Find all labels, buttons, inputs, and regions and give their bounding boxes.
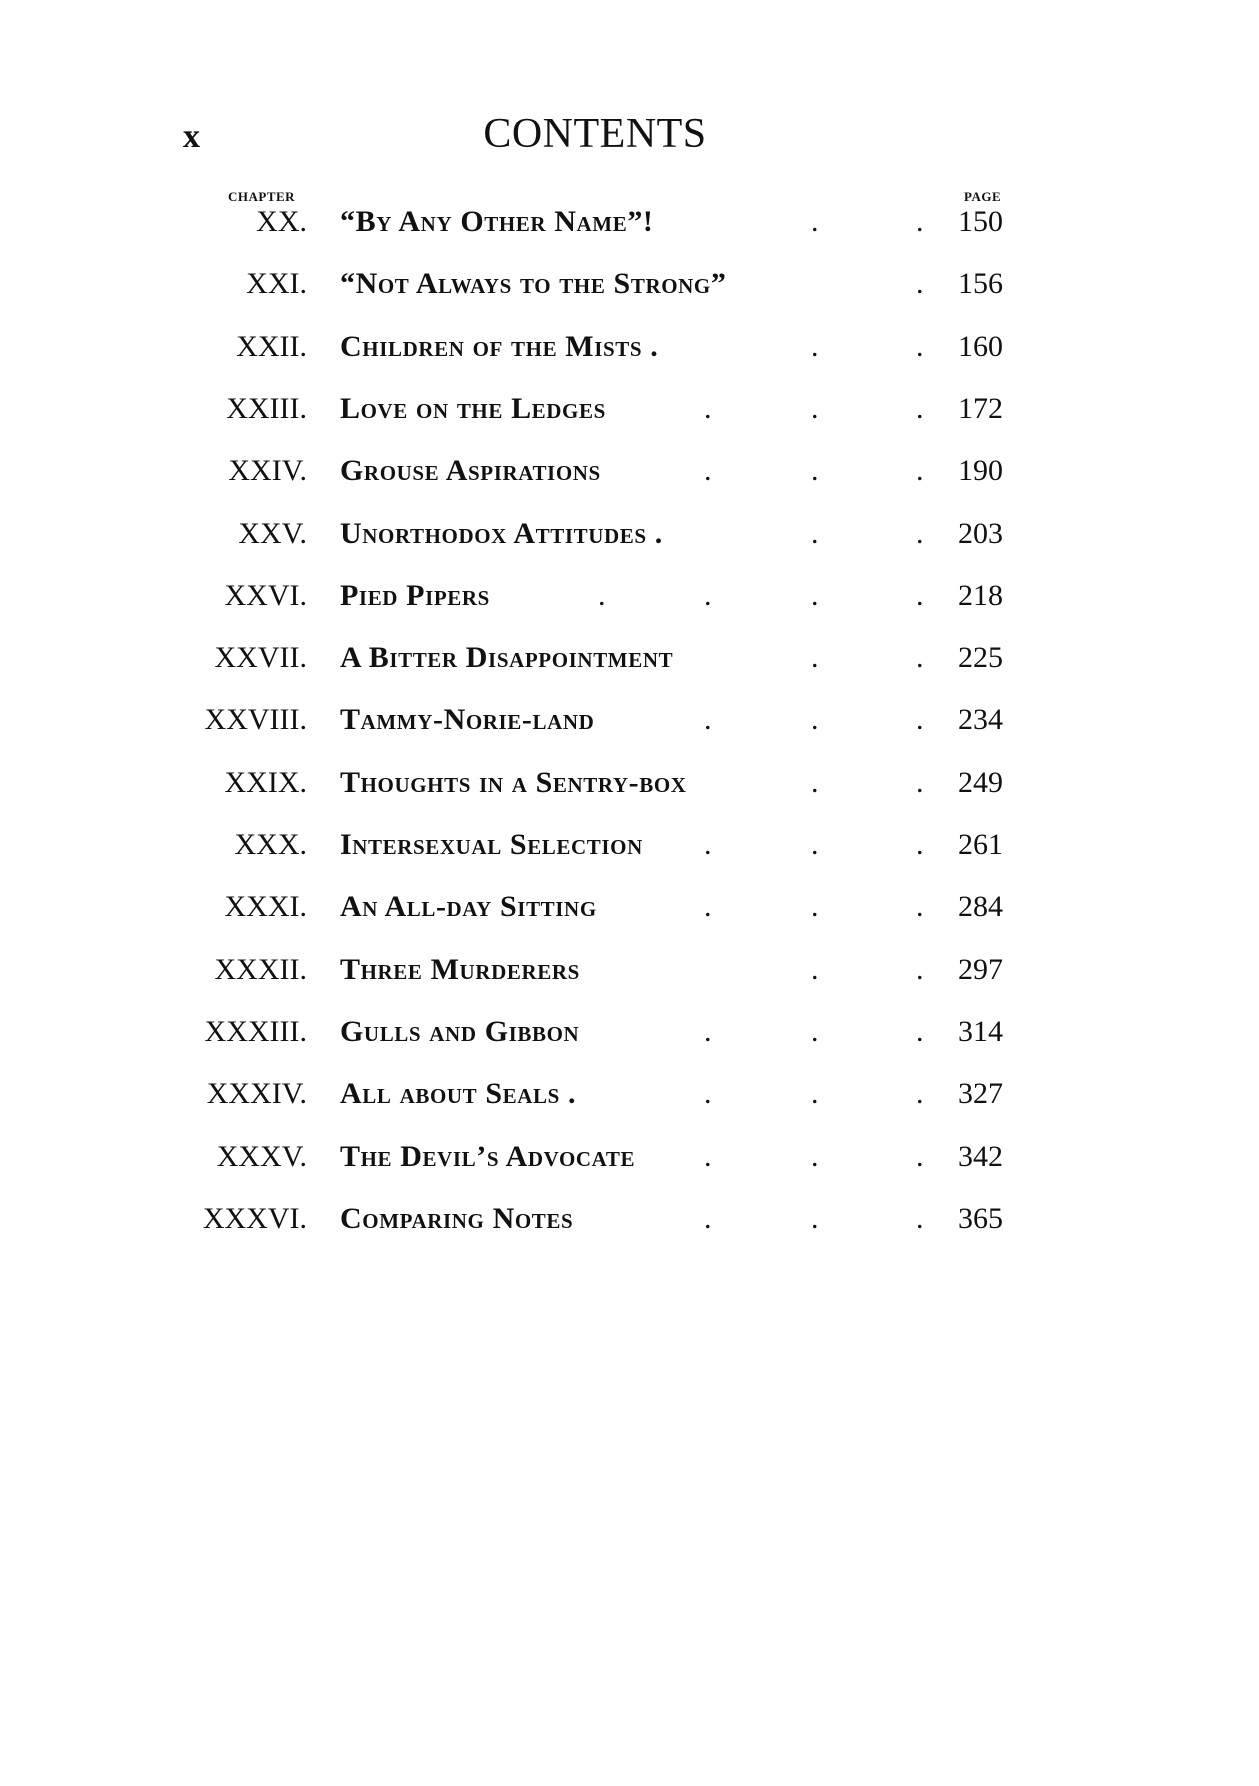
page-reference: 261 (958, 828, 1003, 861)
leader-dot: . (916, 1201, 924, 1235)
chapter-number: XXI. (246, 267, 307, 301)
leader-dot: . (704, 828, 712, 861)
leader-dot: . (704, 578, 712, 612)
leader-dot: . (811, 454, 819, 488)
page-reference: 284 (958, 890, 1003, 924)
chapter-number: XXX. (234, 828, 307, 861)
leader-dot: . (811, 703, 819, 737)
chapter-title: All about Seals . (340, 1077, 577, 1111)
chapter-column-label: CHAPTER (228, 189, 296, 204)
toc-row (0, 953, 1259, 1013)
leader-dot: . (916, 828, 924, 861)
chapter-title: Three Murderers (340, 952, 580, 986)
leader-dot: . (916, 1139, 924, 1173)
page-reference: 297 (958, 952, 1003, 986)
chapter-number: XXVII. (214, 641, 307, 675)
leader-dot: . (916, 454, 924, 488)
leader-dot: . (916, 1077, 924, 1111)
chapter-title: Pied Pipers (340, 578, 490, 612)
leader-dot: . (704, 1014, 712, 1048)
leader-dot: . (916, 267, 924, 301)
leader-dot: . (598, 578, 606, 612)
leader-dot: . (916, 516, 924, 550)
page-reference: 150 (958, 205, 1003, 238)
leader-dot: . (916, 205, 924, 238)
toc-row (0, 766, 1259, 826)
toc-row (0, 205, 1259, 265)
toc-row (0, 828, 1259, 888)
chapter-title: Grouse Aspirations (340, 454, 601, 488)
page-reference: 190 (958, 454, 1003, 488)
page-reference: 160 (958, 329, 1003, 363)
chapter-title: Unorthodox Attitudes . (340, 516, 663, 550)
toc-row (0, 703, 1259, 763)
toc-row (0, 1015, 1259, 1075)
chapter-title: Children of the Mists . (340, 329, 659, 363)
leader-dot: . (704, 703, 712, 737)
leader-dot: . (916, 1014, 924, 1048)
leader-dot: . (811, 1014, 819, 1048)
chapter-title: Thoughts in a Sentry-box (340, 765, 687, 799)
chapter-number: XXXV. (216, 1139, 307, 1173)
page-reference: 234 (958, 703, 1003, 737)
chapter-title: Gulls and Gibbon (340, 1014, 580, 1048)
leader-dot: . (704, 1139, 712, 1173)
toc-row (0, 579, 1259, 639)
toc-row (0, 1140, 1259, 1200)
leader-dot: . (916, 329, 924, 363)
chapter-title: Comparing Notes (340, 1201, 574, 1235)
toc-row (0, 1077, 1259, 1137)
toc-row (0, 267, 1259, 327)
page-number: x (183, 118, 200, 155)
chapter-title: Intersexual Selection (340, 828, 643, 861)
leader-dot: . (811, 828, 819, 861)
chapter-number: XXIX. (224, 765, 307, 799)
leader-dot: . (916, 952, 924, 986)
page-title: CONTENTS (483, 111, 707, 157)
chapter-title: A Bitter Disappointment (340, 641, 674, 675)
leader-dot: . (704, 1077, 712, 1111)
chapter-number: XXXIII. (204, 1014, 307, 1048)
leader-dot: . (811, 391, 819, 425)
leader-dot: . (916, 391, 924, 425)
page-reference: 203 (958, 516, 1003, 550)
leader-dot: . (916, 578, 924, 612)
leader-dot: . (811, 516, 819, 550)
leader-dot: . (704, 1201, 712, 1235)
page-reference: 249 (958, 765, 1003, 799)
chapter-number: XXXII. (214, 952, 307, 986)
leader-dot: . (916, 890, 924, 924)
page-reference: 342 (958, 1139, 1003, 1173)
chapter-number: XXIV. (228, 454, 307, 488)
leader-dot: . (811, 1201, 819, 1235)
chapter-number: XXVI. (224, 578, 307, 612)
toc-row (0, 890, 1259, 950)
leader-dot: . (704, 890, 712, 924)
toc-row (0, 454, 1259, 514)
page-reference: 225 (958, 641, 1003, 675)
leader-dot: . (704, 454, 712, 488)
leader-dot: . (916, 641, 924, 675)
chapter-title: Love on the Ledges (340, 391, 606, 425)
leader-dot: . (704, 391, 712, 425)
chapter-title: Tammy-Norie-land (340, 703, 595, 737)
chapter-number: XXXI. (224, 890, 307, 924)
toc-row (0, 641, 1259, 701)
page-reference: 172 (958, 391, 1003, 425)
toc-row (0, 1202, 1259, 1262)
leader-dot: . (811, 578, 819, 612)
chapter-number: XX. (256, 205, 307, 238)
leader-dot: . (811, 329, 819, 363)
chapter-title: The Devil’s Advocate (340, 1139, 636, 1173)
leader-dot: . (811, 890, 819, 924)
page-reference: 365 (958, 1201, 1003, 1235)
leader-dot: . (811, 765, 819, 799)
leader-dot: . (811, 952, 819, 986)
leader-dot: . (811, 641, 819, 675)
leader-dot: . (811, 1077, 819, 1111)
chapter-number: XXXVI. (202, 1201, 307, 1235)
leader-dot: . (916, 703, 924, 737)
toc-row (0, 392, 1259, 452)
toc-row (0, 330, 1259, 390)
toc-row (0, 517, 1259, 577)
leader-dot: . (916, 765, 924, 799)
chapter-title: “Not Always to the Strong” (340, 267, 727, 301)
chapter-title: An All-day Sitting (340, 890, 597, 924)
chapter-number: XXV. (238, 516, 307, 550)
leader-dot: . (811, 205, 819, 238)
page-column-label: PAGE (964, 189, 1002, 204)
chapter-title: “By Any Other Name”! (340, 205, 654, 238)
page-reference: 327 (958, 1077, 1003, 1111)
leader-dot: . (811, 1139, 819, 1173)
chapter-number: XXII. (236, 329, 307, 363)
chapter-number: XXVIII. (204, 703, 307, 737)
page-reference: 218 (958, 578, 1003, 612)
page-reference: 156 (958, 267, 1003, 301)
page-reference: 314 (958, 1014, 1003, 1048)
chapter-number: XXXIV. (206, 1077, 307, 1111)
chapter-number: XXIII. (226, 391, 307, 425)
